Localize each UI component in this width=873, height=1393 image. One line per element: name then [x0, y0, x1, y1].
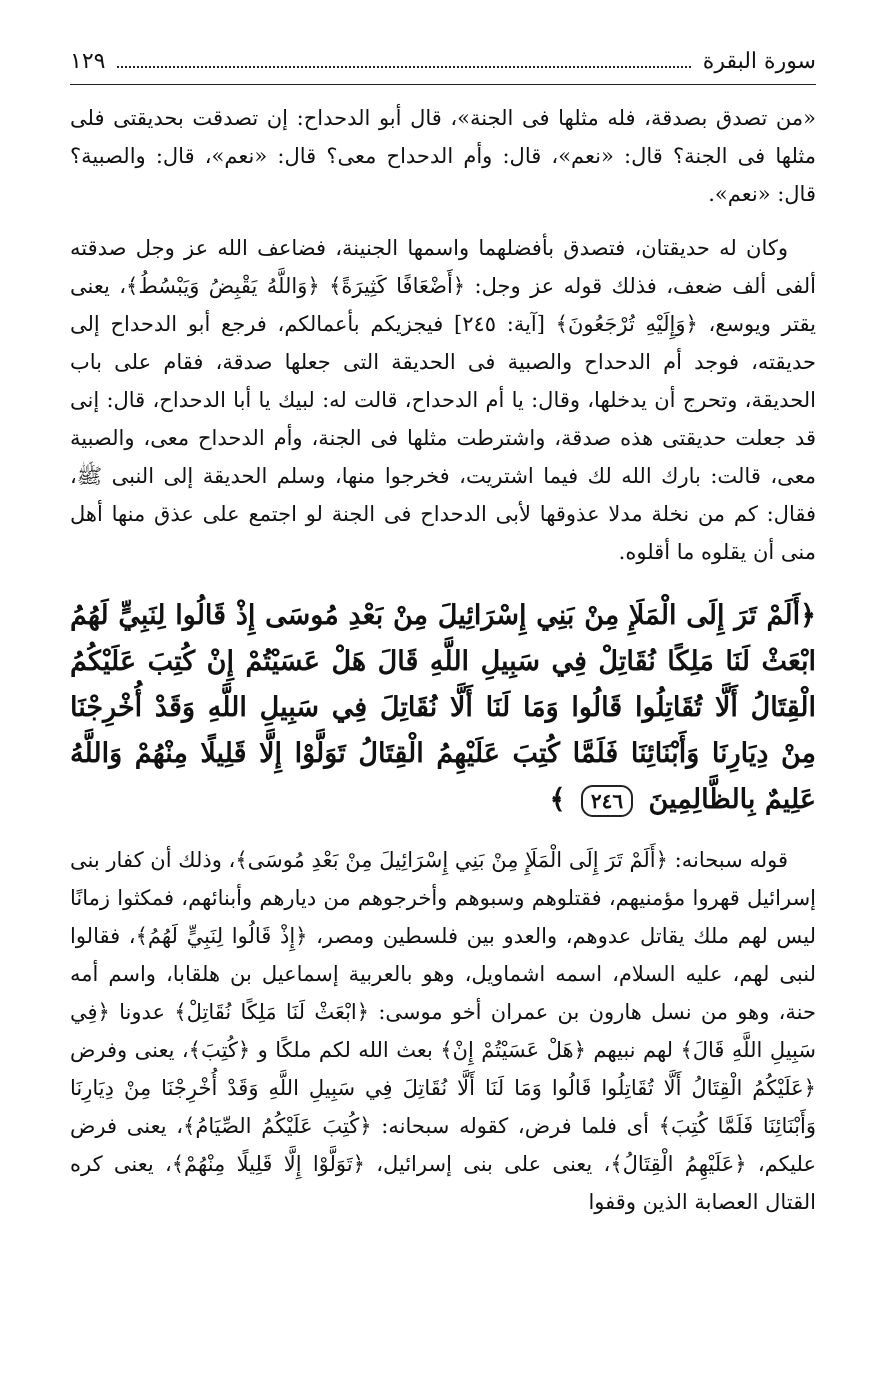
running-header [70, 40, 816, 84]
paragraph-tafsir: قوله سبحانه: ﴿أَلَمْ تَرَ إِلَى الْمَلَإِ مِنْ بَنِي إِسْرَائِيلَ مِنْ بَعْدِ مُوسَى﴾، وذلك أن كفار بنى إسرائيل قهروا مؤمنيهم، فقتلوهم وسبوهم وأخرجوهم من ديارهم وأبنائهم، فمكثوا زمانًا ليس لهم ملك يقاتل عدوهم، والعدو بين فلسطين ومصر، ﴿إِذْ قَالُوا لِنَبِيٍّ لَهُمُ﴾، فقالوا لنبى لهم، عليه السلام، اسمه اشماويل، وهو بالعربية إسماعيل بن هلقابا، واسم أمه حنة، وهو من نسل هارون بن عمران أخو موسى: ﴿ابْعَثْ لَنَا مَلِكًا نُقَاتِلْ﴾ عدونا ﴿فِي سَبِيلِ اللَّهِ قَالَ﴾ لهم نبيهم ﴿هَلْ عَسَيْتُمْ إِنْ﴾ بعث الله لكم ملكًا و ﴿كُتِبَ﴾، يعنى وفرض ﴿عَلَيْكُمُ الْقِتَالُ أَلَّا تُقَاتِلُوا قَالُوا وَمَا لَنَا أَلَّا نُقَاتِلَ فِي سَبِيلِ اللَّهِ وَقَدْ أُخْرِجْنَا مِنْ دِيَارِنَا وَأَبْنَائِنَا فَلَمَّا كُتِبَ﴾ أى فلما فرض، كقوله سبحانه: ﴿كُتِبَ عَلَيْكُمُ الصِّيَامُ﴾، يعنى فرض عليكم، ﴿عَلَيْهِمُ الْقِتَالُ﴾، يعنى على بنى إسرائيل، ﴿تَوَلَّوْا إِلَّا قَلِيلًا مِنْهُمْ﴾، يعنى كره القتال العصابة الذين وقفوا [70, 848, 816, 1214]
ayah-number-badge: ٢٤٦ [581, 785, 633, 817]
paragraph-abu-dahdah: وكان له حديقتان، فتصدق بأفضلهما واسمها الجنينة، فضاعف الله عز وجل صدقته ألفى ألف ضعف، فذلك قوله عز وجل: ﴿أَضْعَافًا كَثِيرَةً﴾ ﴿وَاللَّهُ يَقْبِضُ وَيَبْسُطُ﴾، يعنى يقتر ويوسع، ﴿وَإِلَيْهِ تُرْجَعُونَ﴾ [آية: ٢٤٥] فيجزيكم بأعمالكم، فرجع أبو الدحداح إلى حديقته، فوجد أم الدحداح والصبية فى الحديقة التى جعلها صدقة، فقام على باب الحديقة، وتحرج أن يدخلها، وقال: يا أم الدحداح، قالت له: لبيك يا أبا الدحداح، قال: إنى قد جعلت حديقتى هذه صدقة، واشترطت مثلها فى الجنة، وأم الدحداح معى، والصبية معى، قالت: بارك الله لك فيما اشتريت، فخرجوا منها، وسلم الحديقة إلى النبى ﷺ، فقال: كم من نخلة مدلا عذوقها لأبى الدحداح فى الجنة لو اجتمع على عذق منها أهل منى أن يقلوه ما أقلوه. [70, 236, 816, 564]
leader-dots [117, 44, 690, 68]
header-rule [70, 84, 816, 85]
paragraph-hadith: «من تصدق بصدقة، فله مثلها فى الجنة»، قال أبو الدحداح: إن تصدقت بحديقتى فلى مثلها فى الجنة؟ قال: «نعم»، قال: وأم الدحداح معى؟ قال: «نعم»، قال: والصبية؟ قال: «نعم». [70, 106, 816, 206]
surah-title: سورة البقرة [702, 49, 816, 74]
quran-verse-text: ﴿أَلَمْ تَرَ إِلَى الْمَلَإِ مِنْ بَنِي إِسْرَائِيلَ مِنْ بَعْدِ مُوسَى إِذْ قَالُوا لِنَبِيٍّ لَهُمُ ابْعَثْ لَنَا مَلِكًا نُقَاتِلْ فِي سَبِيلِ اللَّهِ قَالَ هَلْ عَسَيْتُمْ إِنْ كُتِبَ عَلَيْكُمُ الْقِتَالُ أَلَّا تُقَاتِلُوا قَالُوا وَمَا لَنَا أَلَّا نُقَاتِلَ فِي سَبِيلِ اللَّهِ وَقَدْ أُخْرِجْنَا مِنْ دِيَارِنَا وَأَبْنَائِنَا فَلَمَّا كُتِبَ عَلَيْهِمُ الْقِتَالُ تَوَلَّوْا إِلَّا قَلِيلًا مِنْهُمْ وَاللَّهُ عَلِيمٌ بِالظَّالِمِينَ [70, 600, 816, 815]
book-page [70, 40, 816, 1360]
quran-verse-block [70, 593, 816, 823]
page-number: ١٢٩ [70, 49, 106, 74]
quran-close-bracket: ﴾ [549, 784, 566, 815]
